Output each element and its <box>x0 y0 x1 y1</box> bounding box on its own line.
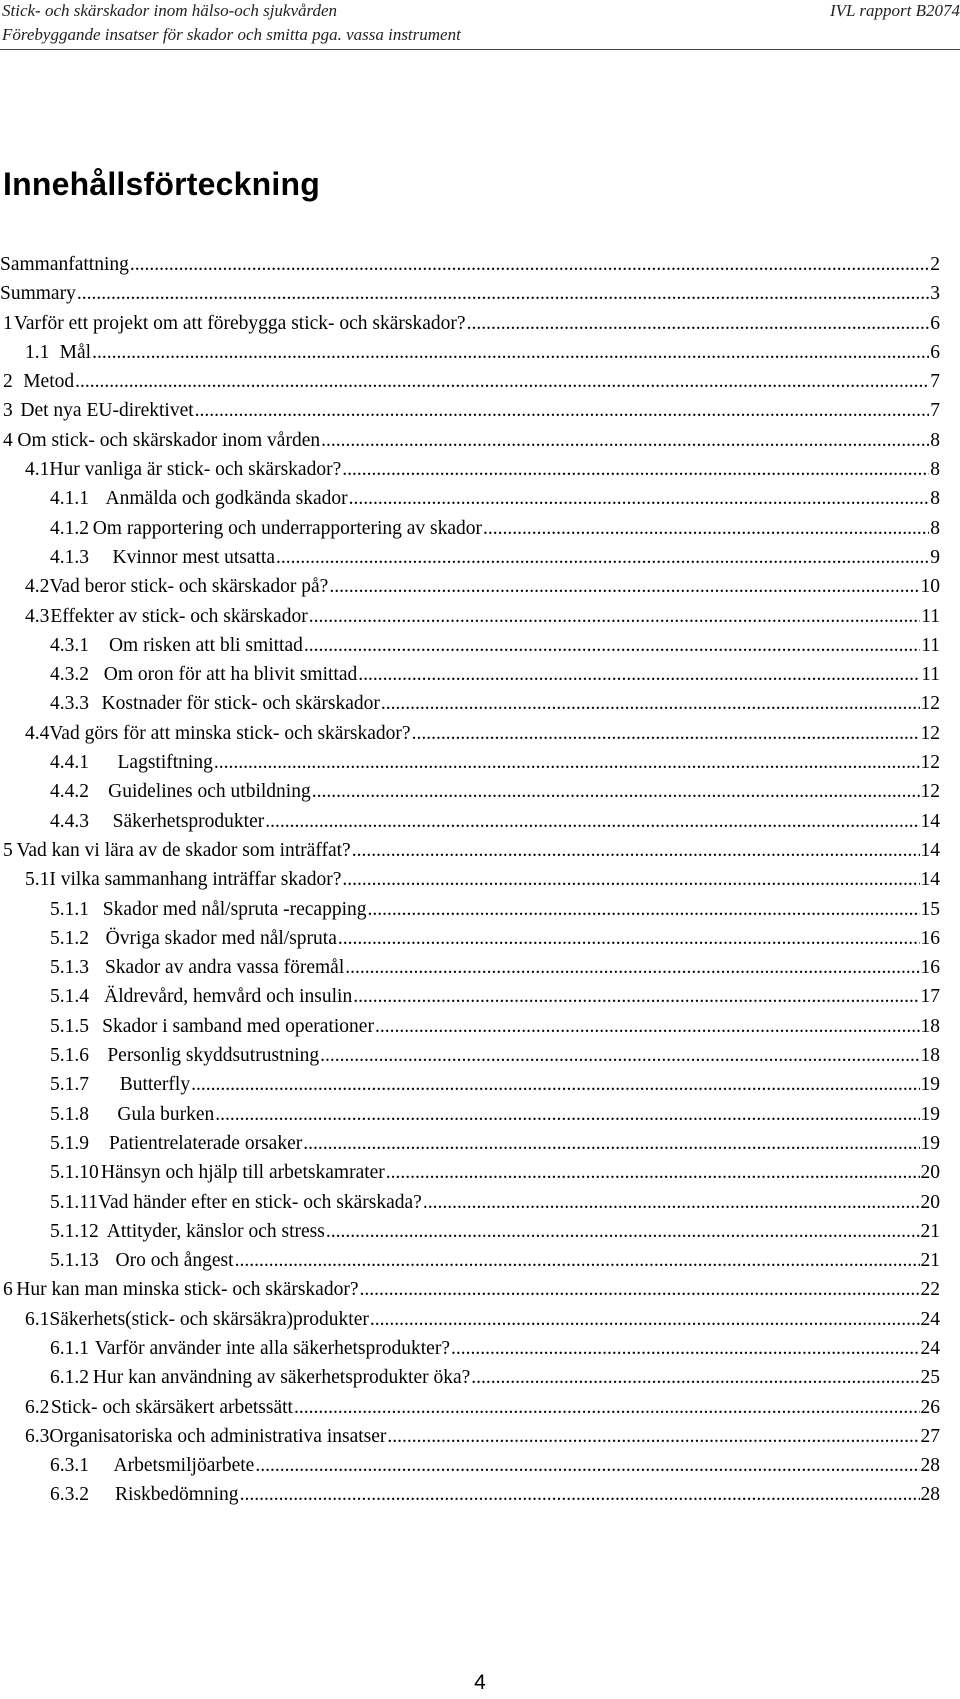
toc-entry-page: 25 <box>920 1367 940 1389</box>
toc-dot-leader <box>345 953 919 982</box>
toc-entry-page: 14 <box>920 810 940 832</box>
toc-dot-leader <box>195 396 930 425</box>
toc-entry-page: 18 <box>920 1045 940 1067</box>
toc-entry-title: Varför ett projekt om att förebygga stick- och skärskador? <box>13 312 466 334</box>
toc-entry-title: Organisatoriska och administrativa insatser <box>49 1425 387 1447</box>
toc-entry-page: 19 <box>920 1132 940 1154</box>
toc-entry-number: 5.1.7 <box>50 1074 89 1096</box>
toc-entry[interactable] <box>0 631 940 660</box>
toc-entry-title: Skador i samband med operationer <box>102 1015 374 1037</box>
toc-entry[interactable] <box>0 1100 940 1129</box>
toc-entry-number: 3 <box>3 400 13 422</box>
toc-entry[interactable] <box>0 1334 940 1363</box>
toc-entry-title: Effekter av stick- och skärskador <box>50 605 308 627</box>
toc-dot-leader <box>92 338 929 367</box>
toc-entry-page: 3 <box>930 283 940 305</box>
toc-dot-leader <box>467 309 930 338</box>
toc-entry[interactable] <box>0 1275 940 1304</box>
toc-entry-title: Vad beror stick- och skärskador på? <box>49 576 329 598</box>
toc-entry-page: 8 <box>930 429 940 451</box>
toc-entry-page: 24 <box>920 1337 940 1359</box>
toc-entry-page: 8 <box>930 459 940 481</box>
toc-entry-page: 21 <box>920 1220 940 1242</box>
toc-entry-title: Hur kan man minska stick- och skärskador? <box>16 1279 359 1301</box>
toc-entry-number: 1.1 <box>25 341 50 363</box>
toc-entry[interactable] <box>0 514 940 543</box>
toc-entry-page: 7 <box>930 371 940 393</box>
toc-entry-number: 5.1.8 <box>50 1103 89 1125</box>
toc-entry-title: Kostnader för stick- och skärskador <box>101 693 380 715</box>
header-report-subtitle: Förebyggande insatser för skador och smitta pga. vassa instrument <box>2 25 461 44</box>
toc-entry-title: Om rapportering och underrapportering av skador <box>92 517 483 539</box>
toc-entry-title: Hänsyn och hjälp till arbetskamrater <box>101 1162 385 1184</box>
toc-entry-title: Övriga skador med nål/spruta <box>105 927 337 949</box>
page-title: Innehållsförteckning <box>3 166 320 202</box>
toc-dot-leader <box>451 1334 920 1363</box>
toc-entry[interactable] <box>0 1363 940 1392</box>
toc-dot-leader <box>386 1158 920 1187</box>
toc-entry-page: 12 <box>920 722 940 744</box>
toc-dot-leader <box>309 602 921 631</box>
toc-entry-number: 6.2 <box>25 1396 50 1418</box>
toc-entry-title: Stick- och skärsäkert arbetssätt <box>50 1396 293 1418</box>
toc-dot-leader <box>412 719 920 748</box>
toc-entry-title: Oro och ångest <box>115 1250 234 1272</box>
toc-dot-leader <box>483 514 929 543</box>
toc-entry[interactable] <box>0 953 940 982</box>
toc-entry-number: 5.1.6 <box>50 1045 89 1067</box>
toc-entry[interactable] <box>0 426 940 455</box>
toc-entry-title: Riskbedömning <box>115 1484 239 1506</box>
toc-entry-number: 5.1.12 <box>50 1220 99 1242</box>
toc-entry-number: 4.1 <box>25 459 50 481</box>
toc-dot-leader <box>255 1451 919 1480</box>
toc-entry[interactable] <box>0 1393 940 1422</box>
toc-entry-title: Gula burken <box>117 1103 215 1125</box>
toc-entry[interactable] <box>0 895 940 924</box>
table-of-contents <box>0 250 940 1510</box>
toc-entry-number: 4.2 <box>25 576 50 598</box>
toc-entry[interactable] <box>0 1480 940 1509</box>
toc-entry-page: 22 <box>920 1279 940 1301</box>
toc-entry[interactable] <box>0 543 940 572</box>
toc-entry-page: 17 <box>920 986 940 1008</box>
toc-entry-number: 5.1.1 <box>50 898 89 920</box>
toc-entry[interactable] <box>0 777 940 806</box>
toc-entry-number: 6.1.1 <box>50 1337 89 1359</box>
toc-entry-page: 8 <box>930 488 940 510</box>
toc-dot-leader <box>240 1480 920 1509</box>
toc-entry-page: 2 <box>930 254 940 275</box>
toc-entry-number: 5.1.2 <box>50 927 89 949</box>
toc-entry[interactable] <box>0 1012 940 1041</box>
header-report-number: IVL rapport B2074 <box>829 1 960 20</box>
toc-dot-leader <box>235 1246 920 1275</box>
page-number: 4 <box>474 1671 486 1694</box>
toc-entry-number: 5.1.5 <box>50 1015 89 1037</box>
toc-dot-leader <box>471 1363 919 1392</box>
toc-dot-leader <box>191 1070 919 1099</box>
toc-entry-number: 4.4 <box>25 722 50 744</box>
toc-entry[interactable] <box>0 309 940 338</box>
toc-entry-page: 28 <box>920 1455 940 1477</box>
toc-entry-page: 18 <box>920 1015 940 1037</box>
toc-entry[interactable] <box>0 1246 940 1275</box>
toc-dot-leader <box>303 1129 919 1158</box>
toc-entry-page: 28 <box>920 1484 940 1506</box>
toc-entry-number: 5 <box>3 839 13 861</box>
toc-dot-leader <box>358 660 920 689</box>
toc-entry-title: Vad händer efter en stick- och skärskada? <box>98 1191 422 1213</box>
toc-entry-title: Om risken att bli smittad <box>108 634 303 656</box>
toc-entry-number: 4.4.2 <box>50 781 89 803</box>
toc-entry[interactable] <box>0 367 940 396</box>
toc-dot-leader <box>342 865 919 894</box>
toc-entry-page: 10 <box>920 576 940 598</box>
toc-entry-page: 7 <box>930 400 940 422</box>
toc-entry-title: Metod <box>23 371 75 393</box>
toc-dot-leader <box>265 807 919 836</box>
toc-dot-leader <box>375 1012 920 1041</box>
toc-dot-leader <box>130 250 929 279</box>
toc-entry-page: 19 <box>920 1074 940 1096</box>
toc-entry-number: 4.3.2 <box>50 664 89 686</box>
toc-entry-page: 26 <box>920 1396 940 1418</box>
toc-entry-title: Vad kan vi lära av de skador som inträffat? <box>16 839 351 861</box>
toc-entry-title: Patientrelaterade orsaker <box>108 1132 303 1154</box>
toc-dot-leader <box>312 777 920 806</box>
toc-entry-title: Summary <box>0 283 76 305</box>
toc-entry[interactable] <box>0 1451 940 1480</box>
toc-entry[interactable] <box>0 836 940 865</box>
toc-entry[interactable] <box>0 455 940 484</box>
toc-dot-leader <box>294 1393 920 1422</box>
toc-entry[interactable] <box>0 572 940 601</box>
toc-entry[interactable] <box>0 1422 940 1451</box>
toc-entry-title: Mål <box>59 341 92 363</box>
toc-entry-number: 5.1.3 <box>50 957 89 979</box>
toc-entry-number: 4.3 <box>25 605 50 627</box>
toc-entry-title: Sammanfattning <box>0 254 129 275</box>
toc-entry[interactable] <box>0 689 940 718</box>
toc-entry[interactable] <box>0 250 940 279</box>
toc-dot-leader <box>370 1305 920 1334</box>
toc-dot-leader <box>423 1188 920 1217</box>
toc-dot-leader <box>214 748 920 777</box>
toc-entry-page: 27 <box>920 1425 940 1447</box>
toc-entry-number: 5.1.9 <box>50 1132 89 1154</box>
toc-entry-number: 5.1.13 <box>50 1250 99 1272</box>
toc-entry[interactable] <box>0 660 940 689</box>
toc-entry[interactable] <box>0 748 940 777</box>
toc-entry-title: Arbetsmiljöarbete <box>113 1455 255 1477</box>
toc-entry-page: 12 <box>920 693 940 715</box>
toc-entry-title: Säkerhets(stick- och skärsäkra)produkter <box>49 1308 369 1330</box>
toc-entry-title: Skador med nål/spruta -recapping <box>102 898 367 920</box>
toc-entry-number: 5.1 <box>25 869 50 891</box>
toc-entry-page: 20 <box>920 1191 940 1213</box>
toc-entry[interactable] <box>0 396 940 425</box>
toc-entry[interactable] <box>0 484 940 513</box>
toc-entry-number: 5.1.11 <box>50 1191 99 1213</box>
toc-dot-leader <box>338 924 920 953</box>
toc-entry[interactable] <box>0 982 940 1011</box>
toc-entry-page: 6 <box>930 312 940 334</box>
toc-entry-title: Om stick- och skärskador inom vården <box>17 429 321 451</box>
toc-dot-leader <box>215 1100 919 1129</box>
toc-entry-title: I vilka sammanhang inträffar skador? <box>49 869 342 891</box>
toc-entry[interactable] <box>0 1188 940 1217</box>
toc-entry-title: Lagstiftning <box>117 752 213 774</box>
toc-entry-number: 6.3 <box>25 1425 50 1447</box>
toc-dot-leader <box>276 543 929 572</box>
toc-entry[interactable] <box>0 1070 940 1099</box>
toc-entry-page: 14 <box>920 869 940 891</box>
toc-entry-number: 4 <box>3 429 13 451</box>
toc-entry-title: Hur vanliga är stick- och skärskador? <box>49 459 342 481</box>
toc-entry-number: 4.4.3 <box>50 810 89 832</box>
toc-dot-leader <box>349 484 930 513</box>
toc-entry-page: 11 <box>921 664 940 686</box>
toc-entry-page: 6 <box>930 341 940 363</box>
toc-entry-number: 6.1.2 <box>50 1367 89 1389</box>
toc-dot-leader <box>353 982 919 1011</box>
toc-entry-number: 4.1.2 <box>50 517 89 539</box>
toc-dot-leader <box>326 1217 920 1246</box>
toc-entry-title: Skador av andra vassa föremål <box>104 957 345 979</box>
toc-entry-number: 4.3.3 <box>50 693 89 715</box>
toc-entry-page: 12 <box>920 781 940 803</box>
toc-entry[interactable] <box>0 1041 940 1070</box>
toc-entry-title: Attityder, känslor och stress <box>106 1220 325 1242</box>
toc-entry-number: 4.1.1 <box>50 488 89 510</box>
toc-entry-number: 5.1.4 <box>50 986 89 1008</box>
toc-entry-title: Om oron för att ha blivit smittad <box>103 664 358 686</box>
toc-entry[interactable] <box>0 1305 940 1334</box>
toc-entry-page: 8 <box>930 517 940 539</box>
toc-entry-page: 12 <box>920 752 940 774</box>
toc-entry[interactable] <box>0 338 940 367</box>
toc-entry-page: 14 <box>920 839 940 861</box>
toc-entry-title: Anmälda och godkända skador <box>105 488 348 510</box>
toc-entry-title: Guidelines och utbildning <box>108 781 311 803</box>
toc-entry-page: 9 <box>930 546 940 568</box>
toc-entry-title: Säkerhetsprodukter <box>112 810 265 832</box>
toc-dot-leader <box>304 631 920 660</box>
toc-entry-title: Butterfly <box>119 1074 191 1096</box>
toc-entry-page: 16 <box>920 957 940 979</box>
toc-entry[interactable] <box>0 279 940 308</box>
toc-dot-leader <box>381 689 920 718</box>
toc-entry-page: 24 <box>920 1308 940 1330</box>
toc-entry-title: Varför använder inte alla säkerhetsprodukter? <box>94 1337 450 1359</box>
toc-entry-page: 19 <box>920 1103 940 1125</box>
toc-entry[interactable] <box>0 807 940 836</box>
toc-entry[interactable] <box>0 924 940 953</box>
toc-entry-number: 6 <box>3 1279 13 1301</box>
toc-entry-page: 11 <box>921 634 940 656</box>
toc-entry[interactable] <box>0 719 940 748</box>
toc-entry-number: 4.4.1 <box>50 752 89 774</box>
toc-entry-number: 6.1 <box>25 1308 50 1330</box>
toc-entry[interactable] <box>0 1158 940 1187</box>
header-report-title: Stick- och skärskador inom hälso-och sjukvården <box>2 1 338 20</box>
toc-entry-number: 6.3.1 <box>50 1455 89 1477</box>
toc-dot-leader <box>77 279 929 308</box>
toc-dot-leader <box>329 572 919 601</box>
toc-entry-title: Äldrevård, hemvård och insulin <box>104 986 353 1008</box>
toc-dot-leader <box>368 895 920 924</box>
page-header <box>0 0 960 52</box>
toc-entry-number: 6.3.2 <box>50 1484 89 1506</box>
toc-entry-number: 2 <box>3 371 13 393</box>
toc-entry-number: 4.3.1 <box>50 634 89 656</box>
toc-entry-page: 16 <box>920 927 940 949</box>
toc-dot-leader <box>360 1275 920 1304</box>
toc-entry[interactable] <box>0 1129 940 1158</box>
toc-entry-page: 20 <box>920 1162 940 1184</box>
toc-entry-number: 5.1.10 <box>50 1162 99 1184</box>
header-divider <box>0 49 960 50</box>
toc-entry-title: Vad görs för att minska stick- och skärskador? <box>49 722 411 744</box>
toc-entry-number: 1 <box>3 312 13 334</box>
toc-entry-title: Kvinnor mest utsatta <box>112 546 275 568</box>
toc-entry[interactable] <box>0 865 940 894</box>
toc-entry-page: 15 <box>920 898 940 920</box>
toc-dot-leader <box>75 367 929 396</box>
toc-dot-leader <box>387 1422 919 1451</box>
toc-dot-leader <box>342 455 929 484</box>
toc-dot-leader <box>352 836 920 865</box>
toc-entry-number: 4.1.3 <box>50 546 89 568</box>
toc-entry[interactable] <box>0 602 940 631</box>
toc-entry-page: 11 <box>921 605 940 627</box>
toc-entry-title: Det nya EU-direktivet <box>20 400 194 422</box>
toc-dot-leader <box>321 426 929 455</box>
toc-entry-title: Hur kan användning av säkerhetsprodukter öka? <box>92 1367 471 1389</box>
toc-dot-leader <box>320 1041 919 1070</box>
toc-entry-title: Personlig skyddsutrustning <box>107 1045 320 1067</box>
toc-entry[interactable] <box>0 1217 940 1246</box>
toc-entry-page: 21 <box>920 1250 940 1272</box>
